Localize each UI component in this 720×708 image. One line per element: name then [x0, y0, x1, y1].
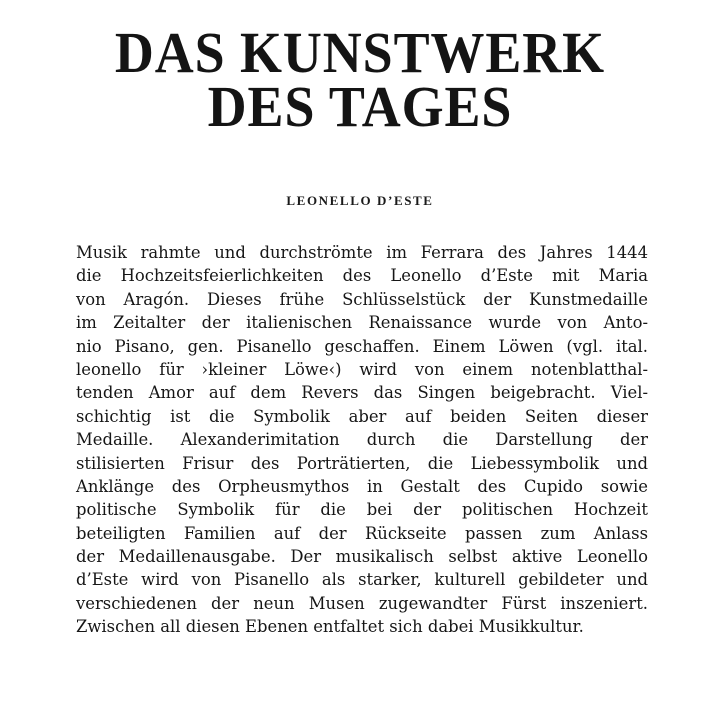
- page-title: [25, 20, 695, 139]
- body-line: beteiligten Familien auf der Rückseite passen zum Anlass: [76, 523, 648, 543]
- body-line: Anklänge des Orpheusmythos in Gestalt des Cupido sowie: [76, 476, 648, 496]
- body-line: politische Symbolik für die bei der politischen Hochzeit: [76, 500, 648, 520]
- page-title-line-1: DAS KUNSTWERK: [114, 20, 606, 85]
- body-line: stilisierten Frisur des Porträtierten, die Liebessymbolik und: [76, 453, 648, 473]
- body-line: schichtig ist die Symbolik aber auf beiden Seiten dieser: [76, 406, 648, 426]
- body-line: nio Pisano, gen. Pisanello geschaffen. Einem Löwen (vgl. ital.: [76, 336, 648, 356]
- body-line: d’Este wird von Pisanello als starker, kulturell gebildeter und: [76, 570, 648, 590]
- body-line: leonello für ›kleiner Löwe‹) wird von einem notenblatthal-: [76, 359, 648, 379]
- article-subtitle: LEONELLO D’ESTE: [286, 193, 434, 208]
- body-line: Zwischen all diesen Ebenen entfaltet sich dabei Musikkultur.: [76, 617, 584, 637]
- body-line: im Zeitalter der italienischen Renaissance wurde von Anto-: [76, 313, 648, 333]
- body-line: Musik rahmte und durchströmte im Ferrara des Jahres 1444: [76, 243, 648, 262]
- article-body: [76, 241, 648, 639]
- body-line: von Aragón. Dieses frühe Schlüsselstück der Kunstmedaille: [76, 289, 648, 309]
- body-line: verschiedenen der neun Musen zugewandter Fürst inszeniert.: [76, 593, 648, 613]
- body-line: die Hochzeitsfeierlichkeiten des Leonello d’Este mit Maria: [76, 266, 648, 286]
- body-line: tenden Amor auf dem Revers das Singen beigebracht. Viel-: [76, 383, 648, 403]
- body-line: Medaille. Alexanderimitation durch die Darstellung der: [76, 430, 648, 450]
- body-line: der Medaillenausgabe. Der musikalisch selbst aktive Leonello: [76, 547, 648, 567]
- page-title-line-2: DES TAGES: [207, 74, 513, 139]
